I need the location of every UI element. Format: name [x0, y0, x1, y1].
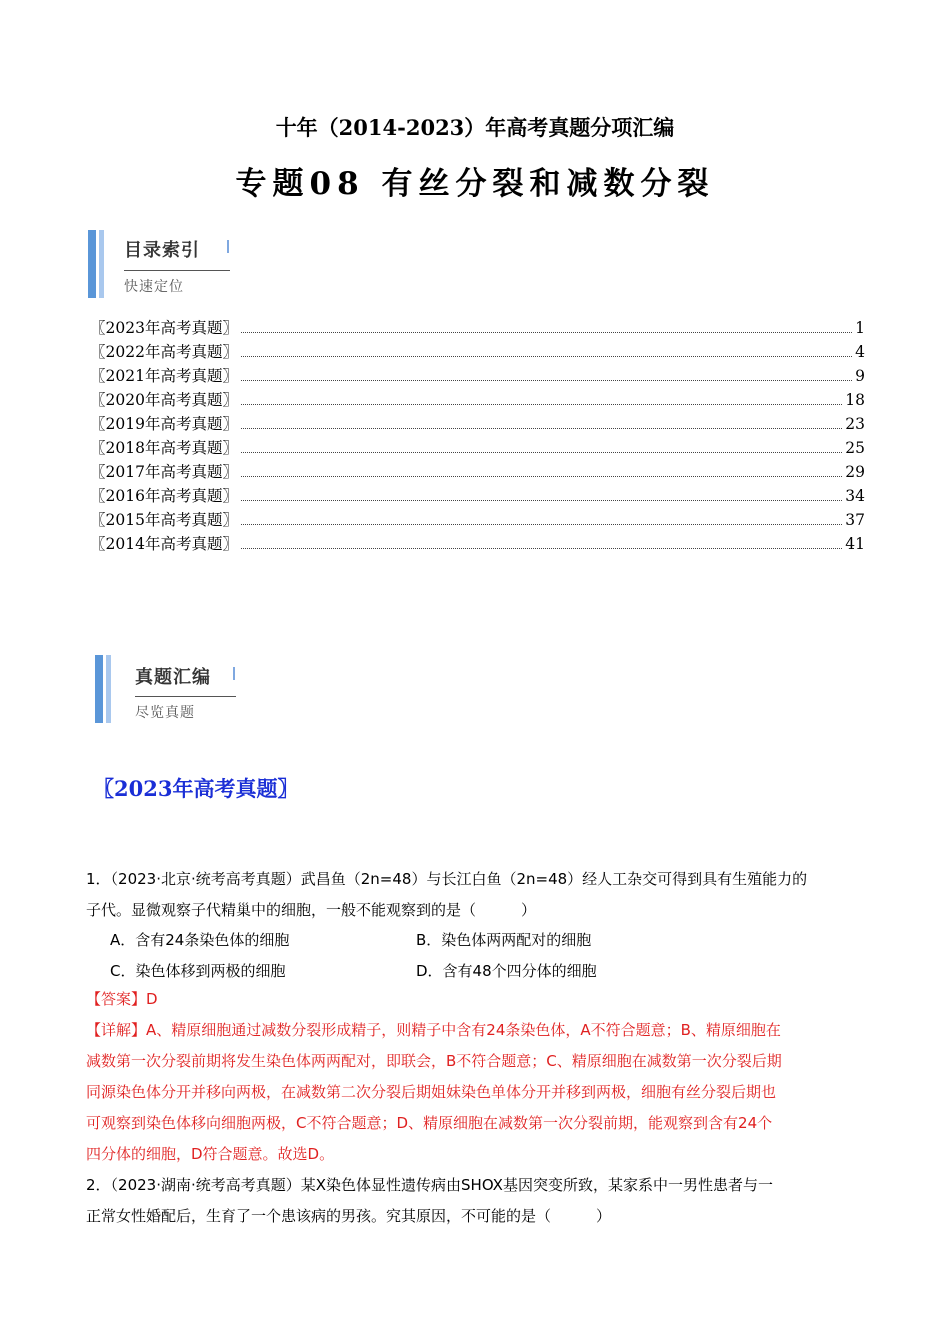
toc-leader	[241, 356, 852, 357]
explanation-line: 同源染色体分开并移向两极，在减数第二次分裂后期姐妹染色单体分开并移到两极，细胞有丝分裂后期也	[86, 1083, 777, 1101]
section-bar-light	[106, 655, 111, 723]
exam-section-header	[95, 655, 255, 723]
toc-leader	[241, 476, 842, 477]
toc-entry[interactable]	[90, 388, 865, 412]
toc-entry-label: 〖2022年高考真题〗	[90, 343, 238, 361]
explanation-line: 四分体的细胞，D符合题意。故选D。	[86, 1145, 335, 1163]
toc-entry-label: 〖2015年高考真题〗	[90, 511, 238, 529]
question-1-stem	[86, 864, 864, 926]
section-bar-light	[99, 230, 104, 298]
explanation-line: A、精原细胞通过减数分裂形成精子，则精子中含有24条染色体，A不符合题意；B、精原细胞在	[146, 1021, 781, 1039]
toc-entry-label: 〖2020年高考真题〗	[90, 391, 238, 409]
toc-entry-page: 4	[855, 343, 865, 361]
toc-entry-page: 23	[845, 415, 865, 433]
question-2-stem	[86, 1170, 864, 1232]
answer-label: 【答案】	[86, 990, 147, 1008]
option-c: C．染色体移到两极的细胞	[110, 962, 286, 980]
section-bar	[88, 230, 96, 298]
toc-entry-page: 18	[845, 391, 865, 409]
toc-leader	[241, 524, 842, 525]
explanation-line: 减数第一次分裂前期将发生染色体两两配对，即联会，B不符合题意；C、精原细胞在减数第一次分裂后期	[86, 1052, 782, 1070]
exam-section-subheading: 尽览真题	[135, 705, 195, 721]
section-rule	[135, 696, 236, 697]
section-tick	[233, 667, 235, 680]
toc-section-heading: 目录索引	[124, 240, 200, 261]
toc-entry-label: 〖2021年高考真题〗	[90, 367, 238, 385]
table-of-contents	[90, 316, 865, 556]
question-line: 正常女性婚配后，生育了一个患该病的男孩。究其原因，不可能的是（ ）	[86, 1207, 612, 1225]
toc-entry-page: 9	[855, 367, 865, 385]
section-rule	[124, 270, 230, 271]
toc-entry-page: 41	[845, 535, 865, 553]
toc-entry[interactable]	[90, 364, 865, 388]
toc-entry-label: 〖2017年高考真题〗	[90, 463, 238, 481]
toc-leader	[241, 332, 852, 333]
explanation-line: 可观察到染色体移向细胞两极，C不符合题意；D、精原细胞在减数第一次分裂前期，能观察到含有24个	[86, 1114, 773, 1132]
toc-leader	[241, 548, 842, 549]
question-line: 2．（2023·湖南·统考高考真题）某X染色体显性遗传病由SHOX基因突变所致，某家系中一男性患者与一	[86, 1176, 773, 1194]
toc-leader	[241, 452, 842, 453]
exam-section-heading: 真题汇编	[135, 667, 211, 688]
toc-entry-label: 〖2019年高考真题〗	[90, 415, 238, 433]
toc-entry-label: 〖2016年高考真题〗	[90, 487, 238, 505]
toc-entry-label: 〖2014年高考真题〗	[90, 535, 238, 553]
toc-section-subheading: 快速定位	[124, 279, 184, 295]
toc-leader	[241, 500, 842, 501]
answer-value: D	[146, 990, 158, 1008]
toc-leader	[241, 404, 842, 405]
toc-entry[interactable]	[90, 532, 865, 556]
toc-entry[interactable]	[90, 412, 865, 436]
section-tick	[227, 240, 229, 253]
section-bar	[95, 655, 103, 723]
toc-entry-page: 29	[845, 463, 865, 481]
toc-entry-label: 〖2023年高考真题〗	[90, 319, 238, 337]
toc-entry[interactable]	[90, 316, 865, 340]
toc-entry[interactable]	[90, 484, 865, 508]
toc-leader	[241, 380, 852, 381]
option-a: A．含有24条染色体的细胞	[110, 931, 290, 949]
explanation-label: 【详解】	[86, 1021, 147, 1039]
toc-entry-label: 〖2018年高考真题〗	[90, 439, 238, 457]
toc-entry-page: 34	[845, 487, 865, 505]
toc-entry-page: 1	[855, 319, 865, 337]
toc-entry[interactable]	[90, 436, 865, 460]
answer-line	[86, 984, 864, 1015]
option-d: D．含有48个四分体的细胞	[416, 962, 597, 980]
document-title: 专题08 有丝分裂和减数分裂	[235, 166, 715, 202]
toc-entry[interactable]	[90, 460, 865, 484]
question-line: 子代。显微观察子代精巢中的细胞，一般不能观察到的是（ ）	[86, 901, 537, 919]
toc-section-header	[88, 230, 248, 298]
toc-entry-page: 25	[845, 439, 865, 457]
year-heading: 〖2023年高考真题〗	[93, 776, 299, 801]
toc-entry[interactable]	[90, 508, 865, 532]
toc-entry-page: 37	[845, 511, 865, 529]
option-b: B．染色体两两配对的细胞	[416, 931, 592, 949]
series-title: 十年（2014-2023）年高考真题分项汇编	[275, 115, 675, 140]
toc-entry[interactable]	[90, 340, 865, 364]
question-line: 1．（2023·北京·统考高考真题）武昌鱼（2n=48）与长江白鱼（2n=48）经人工杂交可得到具有生殖能力的	[86, 870, 808, 888]
explanation	[86, 1015, 864, 1170]
toc-leader	[241, 428, 842, 429]
